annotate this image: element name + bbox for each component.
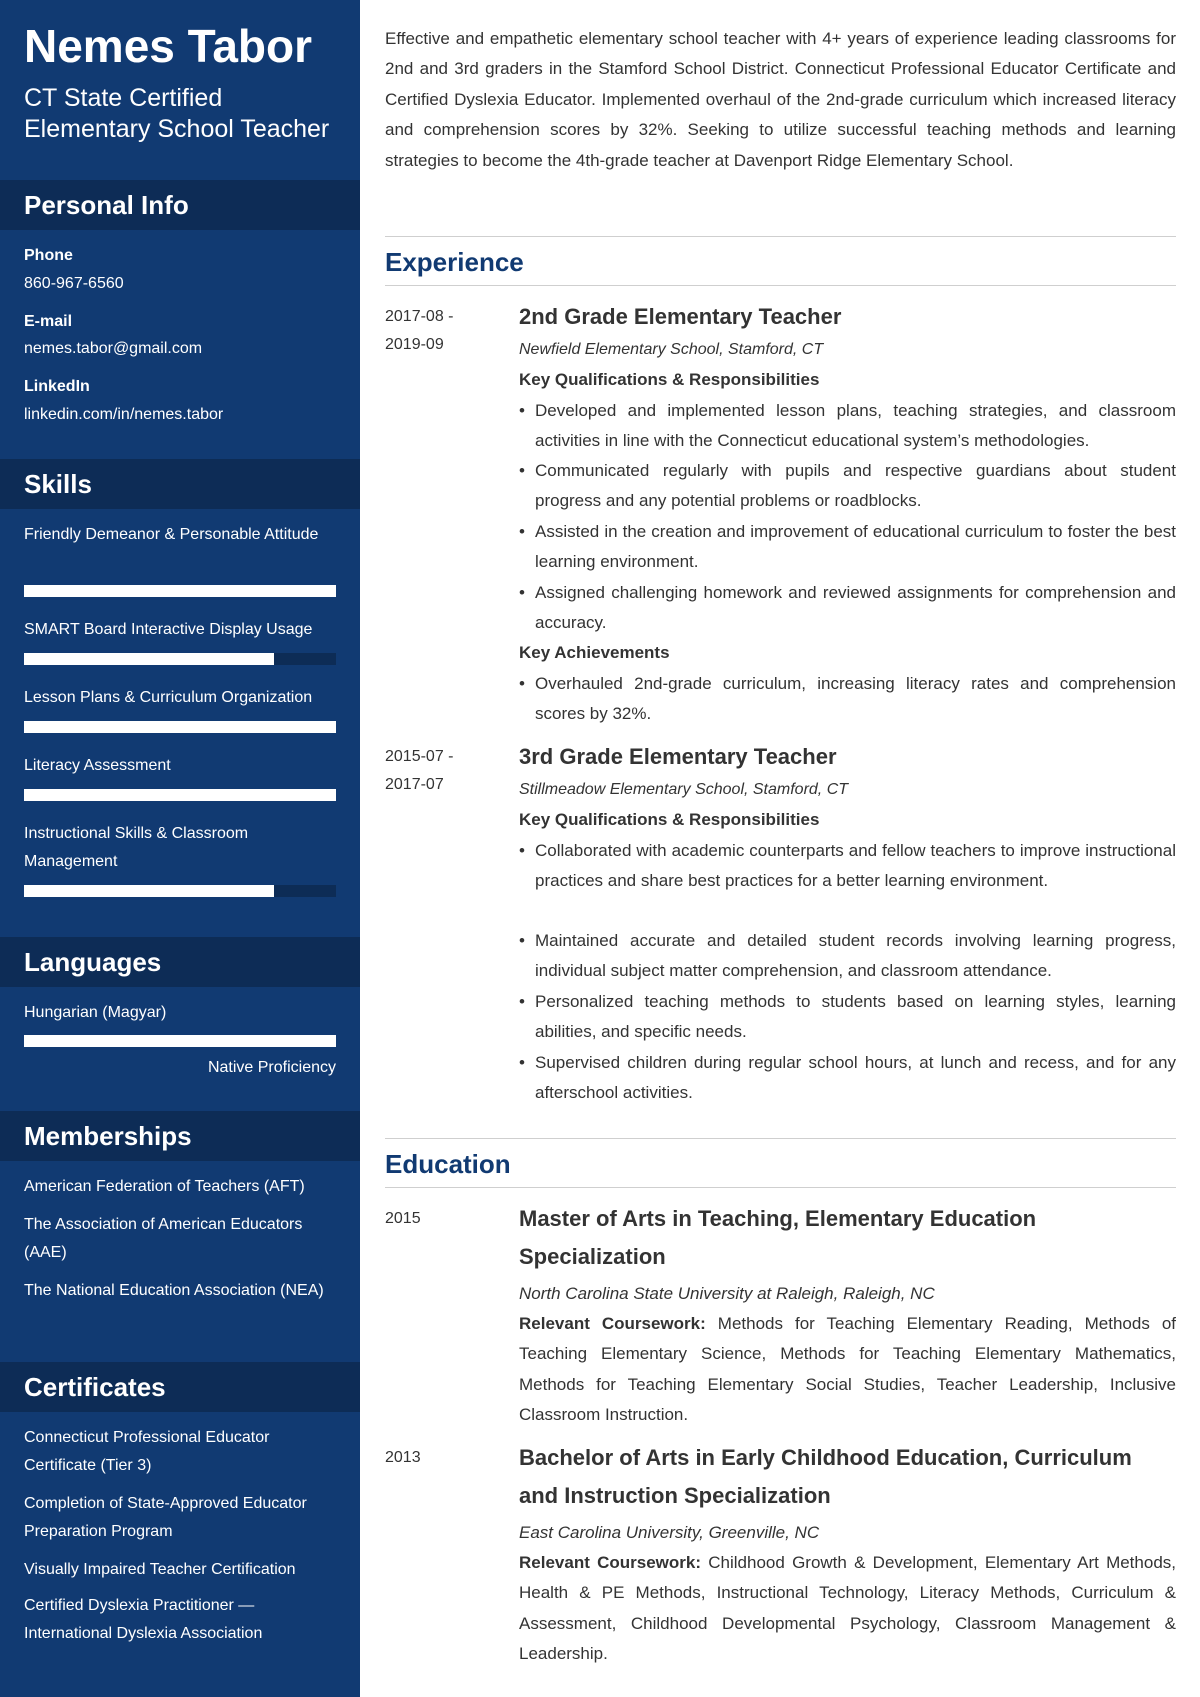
personal-info-heading: Personal Info: [0, 180, 360, 230]
school-name: North Carolina State University at Raleigh, Raleigh, NC: [519, 1284, 935, 1303]
responsibility-item: • Assigned challenging homework and reviewed assignments for comprehension and accuracy.: [519, 578, 1176, 639]
memberships-heading: Memberships: [0, 1111, 360, 1161]
skill-name: Literacy Assessment: [24, 757, 171, 774]
job-date: 2017-08 - 2019-09: [385, 308, 454, 353]
education-year: 2015: [385, 1210, 421, 1227]
coursework-text: Childhood Growth & Development, Elementary Art Methods, Health & PE Methods, Instructional Technology, Literacy Methods, Curriculum & Assessment, Childhood Developmental Psychology, Classroom Management & Leadership.: [519, 1553, 1176, 1664]
membership-item: American Federation of Teachers (AFT): [24, 1178, 305, 1195]
certificate-item: Connecticut Professional Educator Certificate (Tier 3): [24, 1429, 270, 1474]
phone-value: 860-967-6560: [24, 275, 124, 292]
job-title: 3rd Grade Elementary Teacher: [519, 744, 837, 769]
school-name: East Carolina University, Greenville, NC: [519, 1523, 820, 1542]
coursework-label: Relevant Coursework:: [519, 1314, 706, 1333]
skill-bar-fill: [24, 585, 336, 597]
skill-bar-fill: [24, 721, 336, 733]
certificate-item: Certified Dyslexia Practitioner — International Dyslexia Association: [24, 1597, 263, 1642]
candidate-name: Nemes Tabor: [24, 20, 313, 72]
divider: [385, 1187, 1176, 1188]
responsibility-item: • Developed and implemented lesson plans, teaching strategies, and classroom activities in line with the Connecticut educational system’s methodologies.: [519, 396, 1176, 457]
achievement-item: • Overhauled 2nd-grade curriculum, increasing literacy rates and comprehension scores by 32%.: [519, 669, 1176, 730]
degree-title: Master of Arts in Teaching, Elementary Education Specialization: [519, 1206, 1037, 1269]
skill-bar-fill: [24, 885, 274, 897]
skill-name: Lesson Plans & Curriculum Organization: [24, 689, 313, 706]
language-bar: [24, 1035, 336, 1047]
job-date: 2015-07 - 2017-07: [385, 748, 454, 793]
language-name: Hungarian (Magyar): [24, 1004, 167, 1021]
skill-bar: [24, 885, 336, 897]
profile-summary: Effective and empathetic elementary school teacher with 4+ years of experience leading classrooms for 2nd and 3rd graders in the Stamford School District. Connecticut Professional Educator Certificate and Certified Dyslexia Educator. Implemented overhaul of the 2nd-grade curriculum which increased literacy and comprehension scores by 32%. Seeking to utilize successful teaching methods and learning strategies to become the 4th-grade teacher at Davenport Ridge Elementary School.: [385, 29, 1176, 170]
email-label: E-mail: [24, 313, 73, 330]
certificate-item: Visually Impaired Teacher Certification: [24, 1561, 296, 1578]
divider: [385, 1138, 1176, 1139]
skill-bar: [24, 789, 336, 801]
job-company: Stillmeadow Elementary School, Stamford, CT: [519, 781, 849, 798]
skill-bar: [24, 653, 336, 665]
coursework: [519, 1309, 1176, 1431]
skill-bar: [24, 721, 336, 733]
languages-heading: Languages: [0, 937, 360, 987]
job-title: 2nd Grade Elementary Teacher: [519, 304, 842, 329]
email-value: nemes.tabor@gmail.com: [24, 340, 203, 357]
language-bar-fill: [24, 1035, 336, 1047]
coursework-text: Methods for Teaching Elementary Reading, Methods of Teaching Elementary Science, Methods for Teaching Elementary Mathematics, Methods for Teaching Elementary Social Studies, Teacher Leadership, Inclusive Classroom Instruction.: [519, 1314, 1176, 1425]
certificates-heading: Certificates: [0, 1362, 360, 1412]
responsibility-item: • Maintained accurate and detailed student records involving learning progress, individual subject matter comprehension, and classroom attendance.: [519, 926, 1176, 987]
responsibility-item: • Communicated regularly with pupils and respective guardians about student progress and any potential problems or roadblocks.: [519, 456, 1176, 517]
responsibilities-heading: Key Qualifications & Responsibilities: [519, 370, 820, 389]
skill-bar-fill: [24, 653, 274, 665]
skill-bar: [24, 585, 336, 597]
membership-item: The Association of American Educators (AAE): [24, 1216, 303, 1261]
coursework-label: Relevant Coursework:: [519, 1553, 702, 1572]
candidate-title: CT State Certified Elementary School Teacher: [24, 84, 330, 143]
divider: [385, 285, 1176, 286]
education-heading: Education: [385, 1149, 511, 1179]
divider: [385, 236, 1176, 237]
skill-name: Instructional Skills & Classroom Management: [24, 825, 249, 870]
responsibility-item: • Assisted in the creation and improvement of educational curriculum to foster the best learning environment.: [519, 517, 1176, 578]
skill-bar-fill: [24, 789, 336, 801]
skill-name: SMART Board Interactive Display Usage: [24, 621, 313, 638]
membership-item: The National Education Association (NEA): [24, 1282, 324, 1299]
responsibilities-heading: Key Qualifications & Responsibilities: [519, 810, 820, 829]
skills-heading: Skills: [0, 459, 360, 509]
coursework: [519, 1548, 1176, 1670]
degree-title: Bachelor of Arts in Early Childhood Education, Curriculum and Instruction Specialization: [519, 1445, 1132, 1508]
linkedin-value: linkedin.com/in/nemes.tabor: [24, 406, 224, 423]
skill-name: Friendly Demeanor & Personable Attitude: [24, 526, 319, 543]
responsibility-item: • Supervised children during regular school hours, at lunch and recess, and for any afterschool activities.: [519, 1048, 1176, 1109]
certificate-item: Completion of State-Approved Educator Preparation Program: [24, 1495, 307, 1540]
sidebar: [0, 0, 360, 1697]
language-level: Native Proficiency: [207, 1059, 336, 1076]
job-company: Newfield Elementary School, Stamford, CT: [519, 341, 824, 358]
education-year: 2013: [385, 1449, 421, 1466]
achievements-heading: Key Achievements: [519, 643, 670, 662]
linkedin-label: LinkedIn: [24, 378, 90, 395]
experience-heading: Experience: [385, 247, 524, 277]
responsibility-item: • Collaborated with academic counterparts and fellow teachers to improve instructional practices and share best practices for a better learning environment.: [519, 836, 1176, 897]
phone-label: Phone: [24, 247, 73, 264]
responsibility-item: • Personalized teaching methods to students based on learning styles, learning abilities, and specific needs.: [519, 987, 1176, 1048]
